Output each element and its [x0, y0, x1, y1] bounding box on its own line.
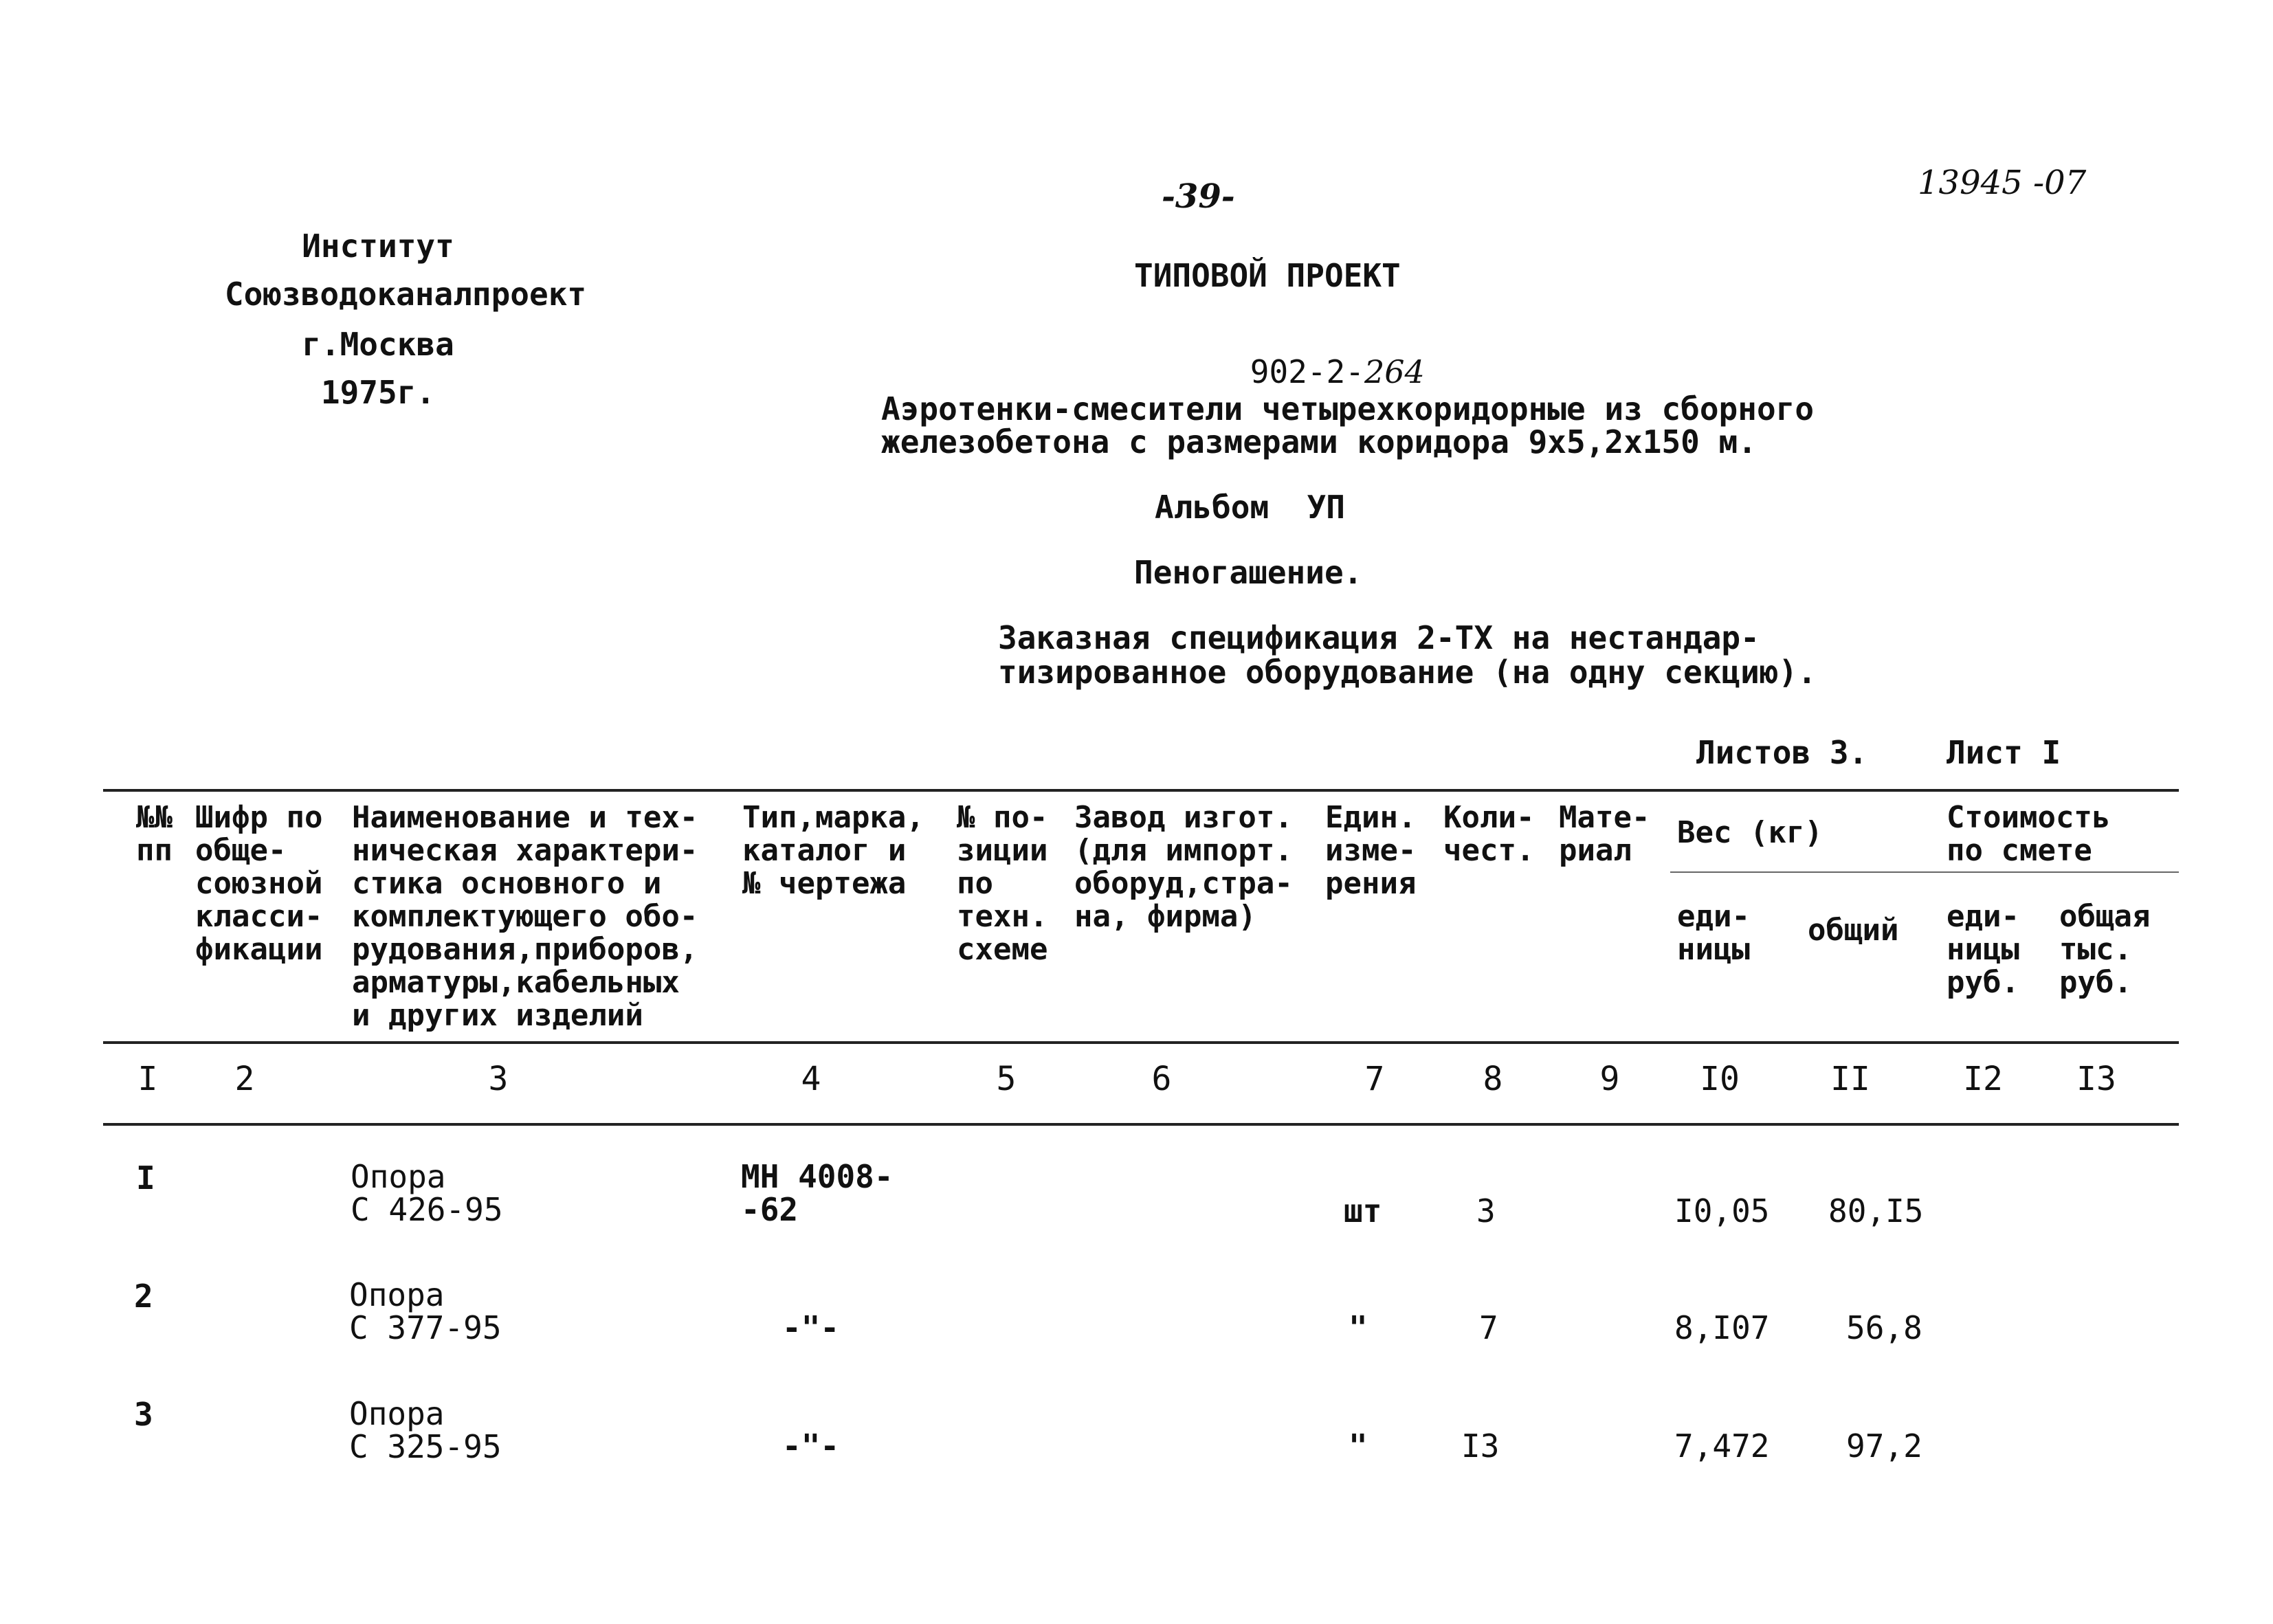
- item-weight-total: 97,2: [1846, 1427, 1922, 1465]
- header-weight-per-unit: еди- ницы: [1677, 899, 1750, 967]
- column-number: I0: [1700, 1060, 1740, 1098]
- header-classification-code: Шифр по обще- союзной класси- фикации: [195, 800, 323, 967]
- header-row-number: №№ пп: [136, 800, 173, 868]
- item-weight-total: 80,I5: [1828, 1192, 1924, 1230]
- column-number: 3: [488, 1060, 509, 1098]
- table-header-bottom-rule: [103, 1041, 2179, 1044]
- table-weight-cost-rule: [1670, 871, 2179, 873]
- table-top-rule: [103, 789, 2179, 792]
- project-title-line-2: железобетона с размерами коридора 9х5,2х150 м.: [881, 423, 1757, 460]
- item-weight-per-unit: 8,I07: [1674, 1309, 1770, 1346]
- item-name: Опора С 325-95: [349, 1395, 502, 1465]
- item-unit: шт: [1344, 1192, 1382, 1230]
- column-number: 8: [1483, 1060, 1503, 1098]
- column-number: 7: [1364, 1060, 1385, 1098]
- item-name: Опора С 377-95: [349, 1276, 502, 1346]
- institute-line-2: Союзводоканалпроект: [224, 276, 587, 313]
- item-quantity: 7: [1479, 1309, 1498, 1346]
- institute-line-1: Институт: [302, 227, 454, 265]
- sheets-total: Листов 3.: [1696, 734, 1868, 771]
- header-cost-total: общая тыс. руб.: [2059, 899, 2151, 1000]
- table-column-numbers-rule: [103, 1123, 2179, 1126]
- column-number: 9: [1599, 1060, 1620, 1098]
- project-heading: ТИПОВОЙ ПРОЕКТ: [1134, 257, 1401, 294]
- item-weight-per-unit: 7,472: [1674, 1427, 1770, 1465]
- project-number-printed: 902-2-: [1250, 353, 1364, 390]
- page-number: -39-: [1162, 177, 1235, 216]
- album-label: Альбом УП: [1155, 489, 1345, 526]
- header-position: № по- зиции по техн. схеме: [957, 800, 1048, 967]
- column-number: 5: [996, 1060, 1017, 1098]
- item-quantity: I3: [1461, 1427, 1500, 1465]
- column-number: II: [1830, 1060, 1870, 1098]
- item-quantity: 3: [1476, 1192, 1496, 1230]
- item-type: -"-: [782, 1427, 840, 1465]
- header-unit-of-measure: Един. изме- рения: [1325, 800, 1417, 901]
- sheet-number: Лист I: [1947, 734, 2061, 771]
- header-weight-total: общий: [1808, 913, 1899, 948]
- column-number: 6: [1151, 1060, 1172, 1098]
- header-item-name: Наименование и тех- ническая характери- стика основного и комплектующего обо- рудования,приборов, арматуры,кабельных и других изделий: [352, 800, 698, 1033]
- header-material: Мате- риал: [1559, 800, 1650, 868]
- row-number: 3: [134, 1396, 153, 1433]
- document-code: 13945 -07: [1918, 164, 2087, 202]
- column-number: I: [137, 1060, 158, 1098]
- item-name: Опора С 426-95: [351, 1158, 503, 1228]
- row-number: I: [136, 1159, 155, 1197]
- institute-line-4: 1975г.: [320, 374, 436, 411]
- header-cost: Стоимость по смете: [1947, 800, 2111, 868]
- header-manufacturer: Завод изгот. (для импорт. оборуд,стра- на, фирма): [1074, 800, 1293, 934]
- project-title-line-1: Аэротенки-смесители четырехкоридорные из сборного: [881, 390, 1815, 427]
- item-unit: ": [1349, 1427, 1368, 1465]
- column-number: 4: [801, 1060, 821, 1098]
- item-type: МН 4008- -62: [741, 1158, 894, 1228]
- item-weight-total: 56,8: [1846, 1309, 1922, 1346]
- header-cost-per-unit: еди- ницы руб.: [1947, 899, 2019, 1000]
- header-weight: Вес (кг): [1677, 815, 1823, 850]
- item-type: -"-: [782, 1309, 840, 1346]
- header-quantity: Коли- чест.: [1443, 800, 1535, 868]
- row-number: 2: [134, 1278, 153, 1315]
- column-number: 2: [234, 1060, 255, 1098]
- column-number: I2: [1963, 1060, 2003, 1098]
- institute-line-3: г.Москва: [302, 326, 454, 363]
- specification-line-1: Заказная спецификация 2-ТХ на нестандар-: [998, 619, 1760, 656]
- specification-line-2: тизированное оборудование (на одну секцию).: [998, 654, 1817, 691]
- section-label: Пеногашение.: [1134, 554, 1363, 591]
- item-unit: ": [1349, 1309, 1368, 1346]
- project-number-handwritten: 264: [1364, 353, 1425, 390]
- item-weight-per-unit: I0,05: [1674, 1192, 1770, 1230]
- column-number: I3: [2076, 1060, 2116, 1098]
- header-type-mark: Тип,марка, каталог и № чертежа: [742, 800, 924, 901]
